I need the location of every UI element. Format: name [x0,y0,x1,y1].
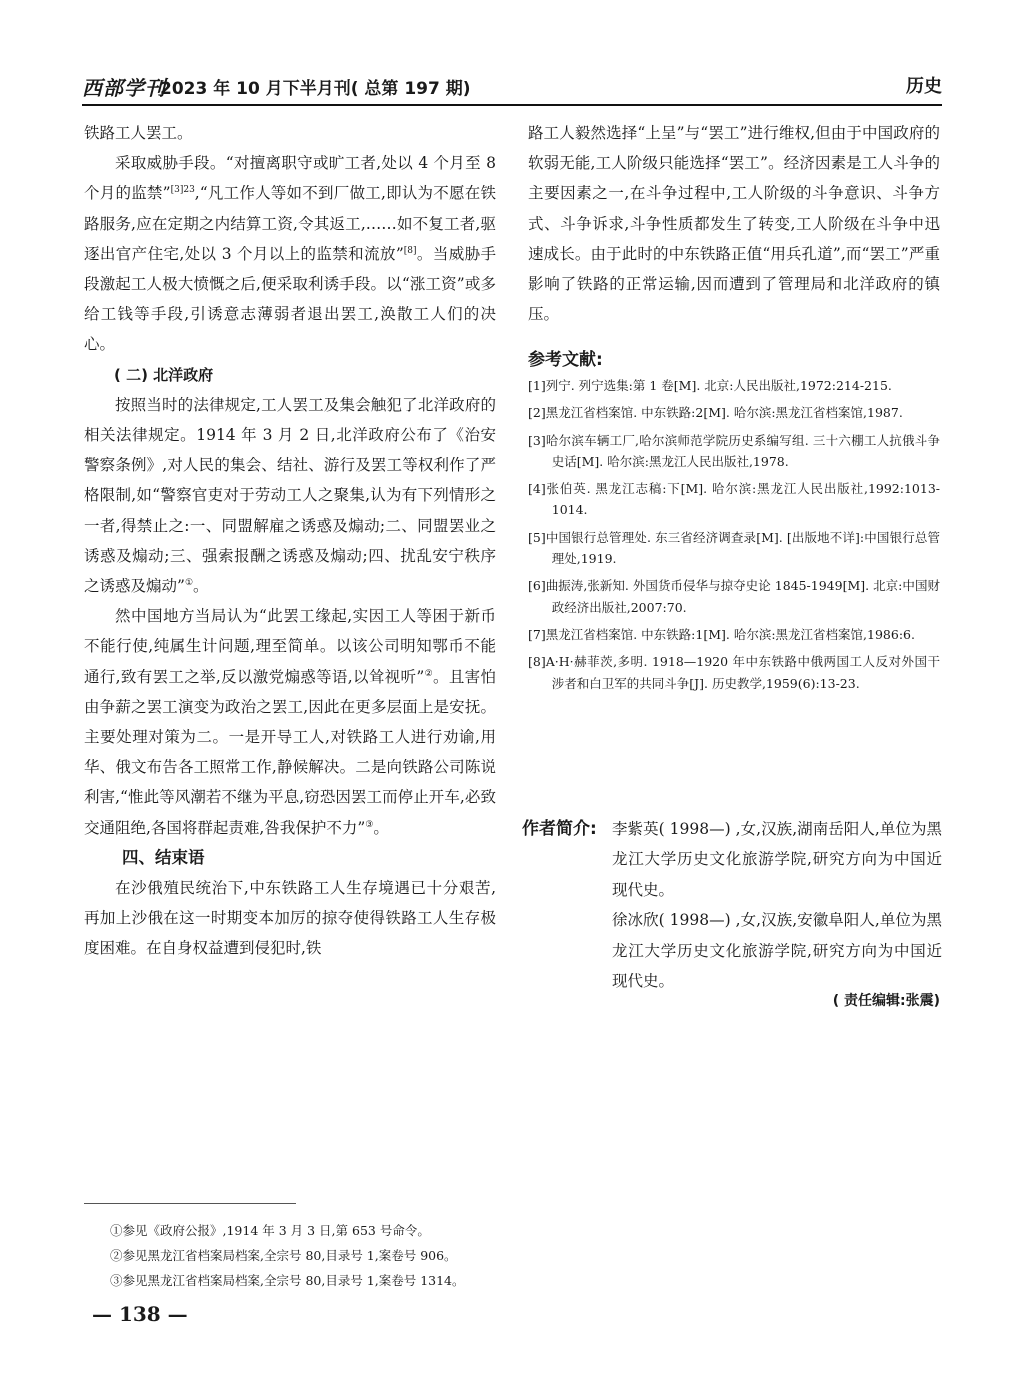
issue-info: 2023 年 10 月下半月刊( 总第 197 期) [160,79,471,99]
footnote-divider [84,1203,296,1204]
reference-item: [8]A·H·赫菲茨,多明. 1918—1920 年中东铁路中俄两国工人反对外国干涉者和白卫军的共同斗争[J]. 历史教学,1959(6):13-23. [528,654,940,691]
author-profile-label: 作者简介: [522,819,597,839]
left-column [84,118,496,963]
references-list [528,375,940,700]
reference-item: [1]列宁. 列宁选集:第 1 卷[M]. 北京:人民出版社,1972:214-215. [528,378,892,393]
page-number: — 138 — [92,1302,188,1326]
footnote-marker: ① [184,577,194,588]
footnote-marker: ② [424,668,433,679]
reference-item: [6]曲振涛,张新知. 外国货币侵华与掠夺史论 1845-1949[M]. 北京:中国财政经济出版社,2007:70. [528,578,940,615]
references-title: 参考文献: [528,350,603,370]
paragraph: 采取威胁手段。“对擅离职守或旷工者,处以 4 个月至 8 个月的监禁”$^{[3]23}$,“凡工作人等如不到厂做工,即认为不愿在铁路服务,应在定期之内结算工资,令其返工,……如不复工者,驱逐出官产住宅,处以 3 个月以上的监禁和流放”[8]。当威胁手段激起工人极大愤慨之后,便采取利诱手段。以“涨工资”或多给工钱等手段,引诱意志薄弱者退出罢工,涣散工人们的决心。 [84,154,496,354]
journal-logo: 西部学刊 [82,76,166,100]
reference-item: [5]中国银行总管理处. 东三省经济调查录[M]. [出版地不详]:中国银行总管理处,1919. [528,529,940,567]
paragraph: 路工人毅然选择“上呈”与“罢工”进行维权,但由于中国政府的软弱无能,工人阶级只能选择“罢工”。经济因素是工人斗争的主要因素之一,在斗争过程中,工人阶级的斗争意识、斗争方式、斗争诉求,斗争性质都发生了转变,工人阶级在斗争中迅速成长。由于此时的中东铁路正值“用兵孔道”,而“罢工”严重影响了铁路的正常运输,因而遭到了管理局和北洋政府的镇压。 [528,124,940,324]
author-profile-body [612,814,942,996]
reference-item: [4]张伯英. 黑龙江志稿:下[M]. 哈尔滨:黑龙江人民出版社,1992:1013-1014. [528,481,940,518]
author-bio: 李紫英( 1998—) ,女,汉族,湖南岳阳人,单位为黑龙江大学历史文化旅游学院,研究方向为中国近现代史。 [612,820,942,899]
running-header [82,70,942,102]
footnote-marker: ③ [365,819,374,830]
footnotes [110,1218,465,1293]
footnote: ①参见《政府公报》,1914 年 3 月 3 日,第 653 号命令。 [110,1223,430,1238]
citation: [3]23 [170,185,195,196]
paragraph: 然中国地方当局认为“此罢工缘起,实因工人等困于新币不能行使,纯属生计问题,理至简单。以该公司明知鄂币不能通行,致有罢工之举,反以激党煽惑等语,以耸视听”②。且害怕由争薪之罢工演变为政治之罢工,因此在更多层面上是安抚。主要处理对策为二。一是开导工人,对铁路工人进行劝谕,用华、俄文布告各工照常工作,静候解决。二是向铁路公司陈说利害,“惟此等风潮若不继为平息,窃恐因罢工而停止开车,必致交通阻绝,各国将群起责难,咎我保护不力”③。 [84,607,496,837]
citation: [8] [403,245,417,256]
footnote: ②参见黑龙江省档案局档案,全宗号 80,目录号 1,案卷号 906。 [110,1248,457,1263]
author-profile [522,814,942,996]
reference-item: [3]哈尔滨车辆工厂,哈尔滨师范学院历史系编写组. 三十六棚工人抗俄斗争史话[M]. 哈尔滨:黑龙江人民出版社,1978. [528,432,940,469]
header-rule [82,104,942,106]
subheading: ( 二) 北洋政府 [114,365,214,384]
paragraph: 按照当时的法律规定,工人罢工及集会触犯了北洋政府的相关法律规定。1914 年 3 月 2 日,北洋政府公布了《治安警察条例》,对人民的集会、结社、游行及罢工等权利作了严格限制,如“警察官吏对于劳动工人之聚集,认为有下列情形之一者,得禁止之:一、同盟解雇之诱惑及煽动;二、同盟罢业之诱惑及煽动;三、强索报酬之诱惑及煽动;四、扰乱安宁秩序之诱惑及煽动”①。 [84,395,496,596]
reference-item: [2]黑龙江省档案馆. 中东铁路:2[M]. 哈尔滨:黑龙江省档案馆,1987. [528,405,903,421]
author-bio: 徐冰欣( 1998—) ,女,汉族,安徽阜阳人,单位为黑龙江大学历史文化旅游学院,研究方向为中国近现代史。 [612,911,942,991]
section-name: 历史 [906,76,942,97]
paragraph: 在沙俄殖民统治下,中东铁路工人生存境遇已十分艰苦,再加上沙俄在这一时期变本加厉的掠夺使得铁路工人生存极度困难。在自身权益遭到侵犯时,铁 [84,878,496,958]
right-column [528,118,940,329]
paragraph: 铁路工人罢工。 [84,124,193,142]
section-heading: 四、结束语 [121,847,205,867]
reference-item: [7]黑龙江省档案馆. 中东铁路:1[M]. 哈尔滨:黑龙江省档案馆,1986:6. [528,626,915,642]
responsible-editor: ( 责任编辑:张震) [832,993,940,1009]
footnote: ③参见黑龙江省档案局档案,全宗号 80,目录号 1,案卷号 1314。 [110,1273,465,1288]
